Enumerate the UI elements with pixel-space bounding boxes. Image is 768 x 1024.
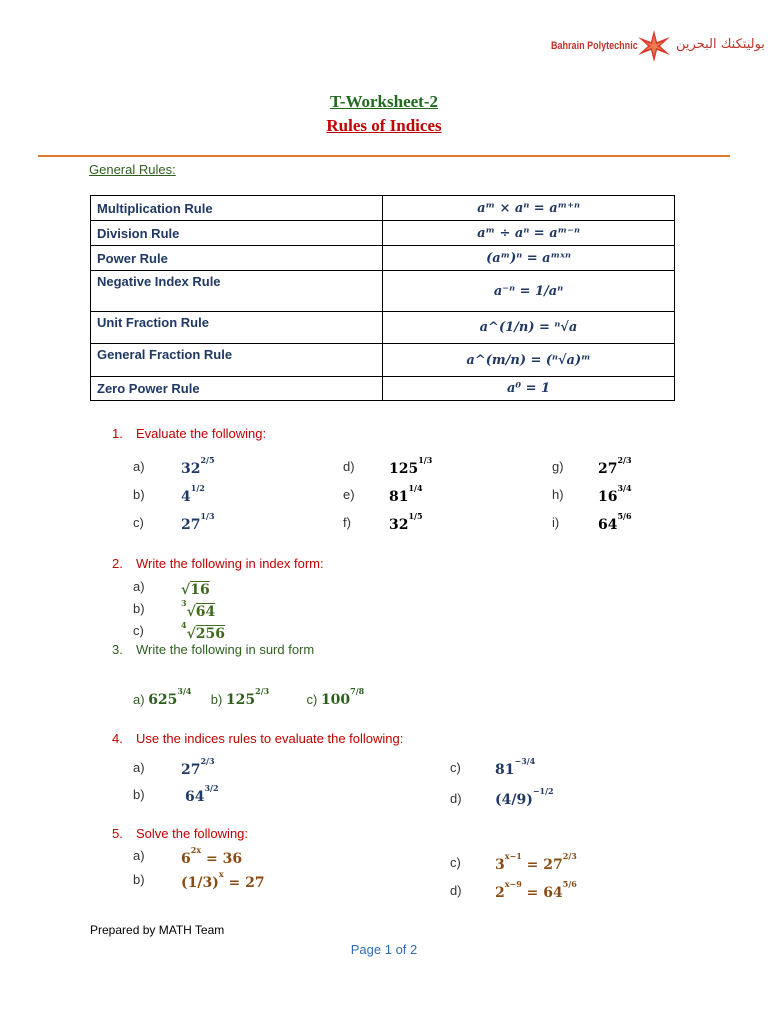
q1-i-expr: $64^{5/6}$ (598, 511, 632, 533)
q3-items (133, 686, 364, 708)
rule-formula: a^(m/n) = (ⁿ√a)ᵐ (383, 344, 675, 377)
rule-row (91, 271, 675, 312)
general-rules-heading: General Rules: (89, 162, 176, 177)
q2-b-expr: $^3$√64 (181, 598, 216, 620)
q5-d-expr: $2^{x-9} = 64^{5/6}$ (495, 879, 577, 901)
q1-heading (112, 426, 266, 441)
q2-a-label: a) (133, 579, 145, 594)
rule-name: General Fraction Rule (91, 344, 383, 377)
rule-name: Multiplication Rule (91, 196, 383, 221)
q3-number: 3. (112, 642, 123, 657)
q4-d-expr: $(4/9)^{-1/2}$ (495, 786, 554, 808)
rules-table (90, 195, 675, 401)
rule-name: Negative Index Rule (91, 271, 383, 312)
rule-name: Power Rule (91, 246, 383, 271)
q1-number: 1. (112, 426, 123, 441)
q1-f-label: f) (343, 515, 351, 530)
q3-b-label: b) (210, 692, 223, 707)
q1-c-expr: $27^{1/3}$ (181, 511, 215, 533)
q5-c-label: c) (450, 855, 461, 870)
q2-number: 2. (112, 556, 123, 571)
q1-c-label: c) (133, 515, 144, 530)
q5-c-expr: $3^{x-1} = 27^{2/3}$ (495, 851, 577, 873)
q2-c-label: c) (133, 623, 144, 638)
q1-h-expr: $16^{3/4}$ (598, 483, 632, 505)
logo-star-icon (636, 28, 672, 64)
page-number: Page 1 of 2 (350, 942, 418, 957)
q5-d-label: d) (450, 883, 462, 898)
q3-a-label: a) (133, 692, 145, 707)
q3-heading (112, 642, 314, 657)
rule-formula: a⁰ = 1 (383, 377, 675, 401)
q2-b-label: b) (133, 601, 145, 616)
q3-heading-text: Write the following in surd form (136, 642, 315, 657)
q1-b-label: b) (133, 487, 145, 502)
q1-g-expr: $27^{2/3}$ (598, 455, 632, 477)
q5-b-expr: $(1/3)^x = 27$ (181, 869, 265, 891)
q5-a-expr: $6^{2x} = 36$ (181, 845, 243, 867)
q3-c-expr: $100^{7/8}$ (320, 686, 365, 708)
q4-number: 4. (112, 731, 123, 746)
q4-c-label: c) (450, 760, 461, 775)
q4-heading-text: Use the indices rules to evaluate the following: (136, 731, 404, 746)
q1-b-expr: $4^{1/2}$ (181, 483, 205, 505)
q1-i-label: i) (552, 515, 560, 530)
rule-name: Unit Fraction Rule (91, 312, 383, 344)
q4-b-label: b) (133, 787, 145, 802)
q5-a-label: a) (133, 848, 145, 863)
q2-heading (112, 556, 324, 571)
rule-row (91, 344, 675, 377)
q2-heading-text: Write the following in index form: (136, 556, 324, 571)
q1-a-label: a) (133, 459, 145, 474)
q4-d-label: d) (450, 791, 462, 806)
q5-b-label: b) (133, 872, 145, 887)
logo-text-en: Bahrain Polytechnic (551, 40, 638, 52)
q4-a-expr: $27^{2/3}$ (181, 756, 215, 778)
header-divider (38, 155, 730, 157)
q3-a-expr: $625^{3/4}$ (148, 686, 192, 708)
rule-formula: a^(1/n) = ⁿ√a (383, 312, 675, 344)
q5-heading (112, 826, 248, 841)
rule-formula: (aᵐ)ⁿ = aᵐˣⁿ (383, 246, 675, 271)
q5-number: 5. (112, 826, 123, 841)
worksheet-subtitle: Rules of Indices (326, 116, 442, 135)
q2-a-expr: √16 (181, 582, 210, 598)
rule-formula: aᵐ ÷ aⁿ = aᵐ⁻ⁿ (383, 221, 675, 246)
rule-formula: a⁻ⁿ = 1/aⁿ (383, 271, 675, 312)
q1-h-label: h) (552, 487, 564, 502)
q1-a-expr: $32^{2/5}$ (181, 455, 215, 477)
q1-e-expr: $81^{1/4}$ (389, 483, 423, 505)
rule-name: Division Rule (91, 221, 383, 246)
q1-heading-text: Evaluate the following: (136, 426, 267, 441)
prepared-by: Prepared by MATH Team (90, 923, 225, 937)
q3-b-expr: $125^{2/3}$ (225, 686, 270, 708)
q1-d-label: d) (343, 459, 355, 474)
q4-heading (112, 731, 403, 746)
q1-e-label: e) (343, 487, 355, 502)
rule-name: Zero Power Rule (91, 377, 383, 401)
q2-c-expr: $^4$√256 (181, 620, 226, 642)
q4-b-expr: $64^{3/2}$ (185, 783, 219, 805)
q4-c-expr: $81^{-3/4}$ (495, 756, 536, 778)
worksheet-title: T-Worksheet-2 (330, 92, 438, 111)
q3-c-label: c) (306, 692, 318, 707)
q1-g-label: g) (552, 459, 564, 474)
rule-row (91, 221, 675, 246)
rule-row (91, 377, 675, 401)
q1-d-expr: $125^{1/3}$ (389, 455, 433, 477)
q1-f-expr: $32^{1/5}$ (389, 511, 423, 533)
rule-formula: aᵐ × aⁿ = aᵐ⁺ⁿ (383, 196, 675, 221)
rule-row (91, 196, 675, 221)
rule-row (91, 312, 675, 344)
rule-row (91, 246, 675, 271)
q5-heading-text: Solve the following: (136, 826, 249, 841)
logo-text-ar: بوليتكنك البحرين (676, 37, 765, 52)
q4-a-label: a) (133, 760, 145, 775)
